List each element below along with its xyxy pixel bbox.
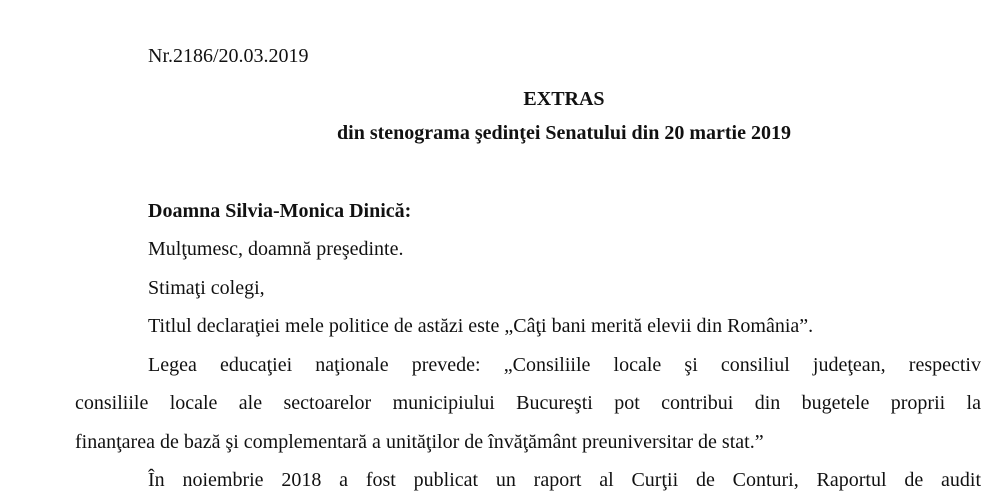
document-subtitle: din stenograma şedinţei Senatului din 20 martie 2019	[337, 122, 791, 144]
paragraph: Titlul declaraţiei mele politice de astăzi este „Câţi bani merită elevii din România”.	[148, 315, 814, 337]
document-title: EXTRAS	[523, 88, 605, 110]
body-line: Legea educaţiei naţionale prevede: „Consiliile locale şi consiliul judeţean, respectiv	[148, 354, 981, 376]
body-line: consiliile locale ale sectoarelor municipiului Bucureşti pot contribui din bugetele proprii la	[75, 392, 981, 414]
reference-number: Nr.2186/20.03.2019	[148, 45, 309, 67]
paragraph: Stimaţi colegi,	[148, 277, 265, 299]
body-line: În noiembrie 2018 a fost publicat un raport al Curţii de Conturi, Raportul de audit	[148, 469, 981, 491]
paragraph: Mulţumesc, doamnă preşedinte.	[148, 238, 404, 260]
speaker-name: Doamna Silvia-Monica Dinică:	[148, 200, 412, 222]
body-line: finanţarea de bază şi complementară a unităţilor de învăţământ preuniversitar de stat.”	[75, 431, 764, 453]
